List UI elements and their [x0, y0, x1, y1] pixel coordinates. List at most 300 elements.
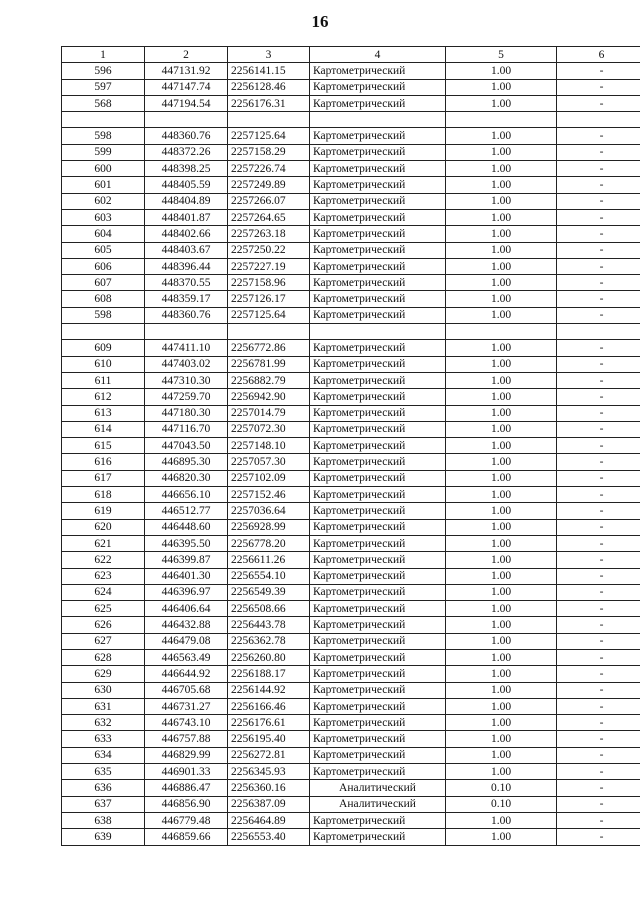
accuracy-cell: 1.00 — [446, 829, 557, 845]
point-number-cell: 613 — [62, 405, 145, 421]
accuracy-cell: 1.00 — [446, 144, 557, 160]
accuracy-cell: 1.00 — [446, 356, 557, 372]
y-coordinate-cell: 2257158.96 — [228, 275, 310, 291]
point-number-cell: 630 — [62, 682, 145, 698]
x-coordinate-cell: 448404.89 — [145, 193, 228, 209]
y-coordinate-cell: 2256166.46 — [228, 698, 310, 714]
point-number-cell: 629 — [62, 666, 145, 682]
y-coordinate-cell: 2257125.64 — [228, 307, 310, 323]
y-coordinate-cell: 2257152.46 — [228, 487, 310, 503]
method-cell: Картометрический — [310, 812, 446, 828]
x-coordinate-cell: 446656.10 — [145, 487, 228, 503]
point-number-cell: 609 — [62, 340, 145, 356]
x-coordinate-cell: 446859.66 — [145, 829, 228, 845]
x-coordinate-cell: 446401.30 — [145, 568, 228, 584]
point-number-cell: 598 — [62, 307, 145, 323]
accuracy-cell: 1.00 — [446, 340, 557, 356]
method-cell: Картометрический — [310, 552, 446, 568]
x-coordinate-cell: 448360.76 — [145, 307, 228, 323]
method-cell: Картометрический — [310, 568, 446, 584]
table-row — [62, 372, 640, 388]
table-row — [62, 666, 640, 682]
point-number-cell: 604 — [62, 226, 145, 242]
method-cell: Картометрический — [310, 666, 446, 682]
x-coordinate-cell: 446829.99 — [145, 747, 228, 763]
method-cell: Картометрический — [310, 421, 446, 437]
note-cell: - — [557, 372, 640, 388]
x-coordinate-cell: 447116.70 — [145, 421, 228, 437]
point-number-cell: 598 — [62, 128, 145, 144]
accuracy-cell: 1.00 — [446, 209, 557, 225]
table-row — [62, 535, 640, 551]
accuracy-cell: 1.00 — [446, 405, 557, 421]
table-row — [62, 519, 640, 535]
x-coordinate-cell: 447194.54 — [145, 95, 228, 111]
table-row — [62, 568, 640, 584]
x-coordinate-cell: 446399.87 — [145, 552, 228, 568]
note-cell: - — [557, 242, 640, 258]
accuracy-cell: 0.10 — [446, 796, 557, 812]
y-coordinate-cell: 2256176.31 — [228, 95, 310, 111]
point-number-cell: 634 — [62, 747, 145, 763]
accuracy-cell: 1.00 — [446, 128, 557, 144]
note-cell: - — [557, 209, 640, 225]
y-coordinate-cell: 2257264.65 — [228, 209, 310, 225]
separator-row — [62, 112, 640, 128]
accuracy-cell: 1.00 — [446, 731, 557, 747]
note-cell: - — [557, 535, 640, 551]
method-cell: Картометрический — [310, 829, 446, 845]
method-cell: Картометрический — [310, 698, 446, 714]
x-coordinate-cell: 446820.30 — [145, 470, 228, 486]
x-coordinate-cell: 446644.92 — [145, 666, 228, 682]
note-cell: - — [557, 503, 640, 519]
table-row — [62, 715, 640, 731]
x-coordinate-cell: 448405.59 — [145, 177, 228, 193]
y-coordinate-cell: 2257102.09 — [228, 470, 310, 486]
table-row — [62, 552, 640, 568]
table-row — [62, 454, 640, 470]
note-cell: - — [557, 764, 640, 780]
accuracy-cell: 1.00 — [446, 438, 557, 454]
point-number-cell: 615 — [62, 438, 145, 454]
table-row — [62, 780, 640, 796]
accuracy-cell: 1.00 — [446, 291, 557, 307]
accuracy-cell: 1.00 — [446, 764, 557, 780]
point-number-cell: 619 — [62, 503, 145, 519]
accuracy-cell: 1.00 — [446, 535, 557, 551]
method-cell: Картометрический — [310, 731, 446, 747]
accuracy-cell: 1.00 — [446, 79, 557, 95]
x-coordinate-cell: 448372.26 — [145, 144, 228, 160]
table-row — [62, 731, 640, 747]
table-row — [62, 682, 640, 698]
table-row — [62, 747, 640, 763]
note-cell: - — [557, 747, 640, 763]
accuracy-cell: 1.00 — [446, 226, 557, 242]
y-coordinate-cell: 2257158.29 — [228, 144, 310, 160]
x-coordinate-cell: 447259.70 — [145, 389, 228, 405]
table-row — [62, 258, 640, 274]
table-row — [62, 503, 640, 519]
accuracy-cell — [446, 324, 557, 340]
note-cell: - — [557, 666, 640, 682]
point-number-cell: 612 — [62, 389, 145, 405]
accuracy-cell: 1.00 — [446, 95, 557, 111]
y-coordinate-cell: 2257148.10 — [228, 438, 310, 454]
accuracy-cell: 1.00 — [446, 715, 557, 731]
accuracy-cell: 1.00 — [446, 633, 557, 649]
table-row — [62, 340, 640, 356]
table-row — [62, 389, 640, 405]
method-cell: Картометрический — [310, 584, 446, 600]
method-cell: Картометрический — [310, 291, 446, 307]
y-coordinate-cell: 2256549.39 — [228, 584, 310, 600]
method-cell: Картометрический — [310, 372, 446, 388]
note-cell: - — [557, 291, 640, 307]
y-coordinate-cell: 2257266.07 — [228, 193, 310, 209]
point-number-cell: 638 — [62, 812, 145, 828]
table-row — [62, 470, 640, 486]
y-coordinate-cell — [228, 324, 310, 340]
x-coordinate-cell — [145, 324, 228, 340]
accuracy-cell: 1.00 — [446, 487, 557, 503]
point-number-cell: 635 — [62, 764, 145, 780]
accuracy-cell: 1.00 — [446, 666, 557, 682]
method-cell: Картометрический — [310, 307, 446, 323]
table-row — [62, 617, 640, 633]
y-coordinate-cell: 2256778.20 — [228, 535, 310, 551]
accuracy-cell: 1.00 — [446, 698, 557, 714]
x-coordinate-cell: 448396.44 — [145, 258, 228, 274]
x-coordinate-cell: 446743.10 — [145, 715, 228, 731]
point-number-cell: 596 — [62, 63, 145, 79]
accuracy-cell: 1.00 — [446, 258, 557, 274]
note-cell: - — [557, 79, 640, 95]
table-row — [62, 242, 640, 258]
method-cell: Картометрический — [310, 617, 446, 633]
point-number-cell: 620 — [62, 519, 145, 535]
x-coordinate-cell: 447403.02 — [145, 356, 228, 372]
point-number-cell: 625 — [62, 601, 145, 617]
y-coordinate-cell: 2257036.64 — [228, 503, 310, 519]
method-cell: Картометрический — [310, 226, 446, 242]
table-row — [62, 438, 640, 454]
x-coordinate-cell: 448402.66 — [145, 226, 228, 242]
point-number-cell: 631 — [62, 698, 145, 714]
table-header-row — [62, 47, 640, 63]
method-cell: Аналитический — [310, 796, 446, 812]
y-coordinate-cell: 2256128.46 — [228, 79, 310, 95]
point-number-cell: 607 — [62, 275, 145, 291]
method-cell: Картометрический — [310, 405, 446, 421]
column-header-3: 3 — [228, 47, 310, 63]
method-cell: Картометрический — [310, 95, 446, 111]
table-row — [62, 193, 640, 209]
x-coordinate-cell: 448401.87 — [145, 209, 228, 225]
point-number-cell: 608 — [62, 291, 145, 307]
table-row — [62, 79, 640, 95]
table-row — [62, 584, 640, 600]
y-coordinate-cell: 2256188.17 — [228, 666, 310, 682]
point-number-cell: 637 — [62, 796, 145, 812]
table-row — [62, 209, 640, 225]
accuracy-cell: 1.00 — [446, 177, 557, 193]
method-cell: Картометрический — [310, 209, 446, 225]
y-coordinate-cell: 2256554.10 — [228, 568, 310, 584]
table-row — [62, 144, 640, 160]
note-cell: - — [557, 454, 640, 470]
x-coordinate-cell: 446705.68 — [145, 682, 228, 698]
x-coordinate-cell: 446432.88 — [145, 617, 228, 633]
accuracy-cell: 1.00 — [446, 193, 557, 209]
note-cell: - — [557, 649, 640, 665]
method-cell: Картометрический — [310, 275, 446, 291]
point-number-cell: 603 — [62, 209, 145, 225]
note-cell: - — [557, 421, 640, 437]
accuracy-cell: 1.00 — [446, 584, 557, 600]
method-cell: Картометрический — [310, 633, 446, 649]
table-row — [62, 796, 640, 812]
accuracy-cell: 1.00 — [446, 682, 557, 698]
table-row — [62, 128, 640, 144]
note-cell: - — [557, 161, 640, 177]
note-cell: - — [557, 698, 640, 714]
x-coordinate-cell: 446479.08 — [145, 633, 228, 649]
x-coordinate-cell — [145, 112, 228, 128]
table-row — [62, 633, 640, 649]
x-coordinate-cell: 448403.67 — [145, 242, 228, 258]
table-row — [62, 764, 640, 780]
accuracy-cell: 1.00 — [446, 649, 557, 665]
y-coordinate-cell: 2257014.79 — [228, 405, 310, 421]
x-coordinate-cell: 446901.33 — [145, 764, 228, 780]
y-coordinate-cell: 2256772.86 — [228, 340, 310, 356]
point-number-cell: 614 — [62, 421, 145, 437]
table-row — [62, 275, 640, 291]
note-cell: - — [557, 568, 640, 584]
accuracy-cell: 1.00 — [446, 307, 557, 323]
point-number-cell: 600 — [62, 161, 145, 177]
method-cell: Картометрический — [310, 747, 446, 763]
y-coordinate-cell: 2256553.40 — [228, 829, 310, 845]
accuracy-cell: 1.00 — [446, 275, 557, 291]
accuracy-cell: 1.00 — [446, 389, 557, 405]
table-row — [62, 487, 640, 503]
y-coordinate-cell: 2257057.30 — [228, 454, 310, 470]
accuracy-cell: 1.00 — [446, 812, 557, 828]
x-coordinate-cell: 446512.77 — [145, 503, 228, 519]
method-cell: Картометрический — [310, 63, 446, 79]
accuracy-cell: 1.00 — [446, 421, 557, 437]
accuracy-cell: 1.00 — [446, 161, 557, 177]
method-cell: Картометрический — [310, 519, 446, 535]
y-coordinate-cell: 2256508.66 — [228, 601, 310, 617]
accuracy-cell: 1.00 — [446, 552, 557, 568]
y-coordinate-cell: 2256195.40 — [228, 731, 310, 747]
table-row — [62, 421, 640, 437]
method-cell: Картометрический — [310, 177, 446, 193]
table-body — [62, 63, 640, 845]
y-coordinate-cell: 2256928.99 — [228, 519, 310, 535]
method-cell: Картометрический — [310, 193, 446, 209]
y-coordinate-cell: 2256387.09 — [228, 796, 310, 812]
method-cell: Картометрический — [310, 258, 446, 274]
y-coordinate-cell: 2256781.99 — [228, 356, 310, 372]
note-cell: - — [557, 617, 640, 633]
table-row — [62, 829, 640, 845]
point-number-cell: 623 — [62, 568, 145, 584]
note-cell: - — [557, 438, 640, 454]
point-number-cell: 628 — [62, 649, 145, 665]
y-coordinate-cell: 2257072.30 — [228, 421, 310, 437]
coordinates-table — [61, 46, 640, 846]
y-coordinate-cell: 2257227.19 — [228, 258, 310, 274]
point-number-cell: 626 — [62, 617, 145, 633]
note-cell: - — [557, 275, 640, 291]
point-number-cell: 622 — [62, 552, 145, 568]
accuracy-cell: 1.00 — [446, 617, 557, 633]
point-number-cell: 621 — [62, 535, 145, 551]
note-cell: - — [557, 226, 640, 242]
accuracy-cell: 1.00 — [446, 519, 557, 535]
point-number-cell: 602 — [62, 193, 145, 209]
note-cell: - — [557, 552, 640, 568]
accuracy-cell — [446, 112, 557, 128]
y-coordinate-cell: 2256882.79 — [228, 372, 310, 388]
x-coordinate-cell: 446406.64 — [145, 601, 228, 617]
y-coordinate-cell: 2256360.16 — [228, 780, 310, 796]
point-number-cell: 616 — [62, 454, 145, 470]
note-cell: - — [557, 258, 640, 274]
x-coordinate-cell: 447180.30 — [145, 405, 228, 421]
method-cell — [310, 324, 446, 340]
y-coordinate-cell: 2256942.90 — [228, 389, 310, 405]
point-number-cell: 568 — [62, 95, 145, 111]
table-row — [62, 161, 640, 177]
point-number-cell: 639 — [62, 829, 145, 845]
method-cell: Картометрический — [310, 715, 446, 731]
note-cell: - — [557, 470, 640, 486]
accuracy-cell: 1.00 — [446, 242, 557, 258]
method-cell: Картометрический — [310, 601, 446, 617]
point-number-cell: 610 — [62, 356, 145, 372]
x-coordinate-cell: 446895.30 — [145, 454, 228, 470]
x-coordinate-cell: 446856.90 — [145, 796, 228, 812]
note-cell: - — [557, 405, 640, 421]
note-cell: - — [557, 144, 640, 160]
note-cell: - — [557, 682, 640, 698]
method-cell: Картометрический — [310, 454, 446, 470]
method-cell: Картометрический — [310, 764, 446, 780]
x-coordinate-cell: 448370.55 — [145, 275, 228, 291]
y-coordinate-cell: 2256611.26 — [228, 552, 310, 568]
table-row — [62, 63, 640, 79]
y-coordinate-cell: 2256144.92 — [228, 682, 310, 698]
x-coordinate-cell: 446395.50 — [145, 535, 228, 551]
note-cell: - — [557, 193, 640, 209]
point-number-cell — [62, 324, 145, 340]
x-coordinate-cell: 448398.25 — [145, 161, 228, 177]
y-coordinate-cell: 2256362.78 — [228, 633, 310, 649]
y-coordinate-cell: 2257226.74 — [228, 161, 310, 177]
x-coordinate-cell: 447147.74 — [145, 79, 228, 95]
table-row — [62, 307, 640, 323]
point-number-cell: 632 — [62, 715, 145, 731]
y-coordinate-cell: 2256272.81 — [228, 747, 310, 763]
accuracy-cell: 1.00 — [446, 372, 557, 388]
point-number-cell: 611 — [62, 372, 145, 388]
x-coordinate-cell: 448360.76 — [145, 128, 228, 144]
table-row — [62, 601, 640, 617]
x-coordinate-cell: 447310.30 — [145, 372, 228, 388]
x-coordinate-cell: 446886.47 — [145, 780, 228, 796]
note-cell: - — [557, 796, 640, 812]
method-cell: Картометрический — [310, 503, 446, 519]
point-number-cell: 627 — [62, 633, 145, 649]
method-cell: Картометрический — [310, 682, 446, 698]
accuracy-cell: 1.00 — [446, 601, 557, 617]
x-coordinate-cell: 446731.27 — [145, 698, 228, 714]
y-coordinate-cell: 2256176.61 — [228, 715, 310, 731]
method-cell: Картометрический — [310, 649, 446, 665]
note-cell: - — [557, 601, 640, 617]
note-cell: - — [557, 389, 640, 405]
column-header-2: 2 — [145, 47, 228, 63]
point-number-cell: 599 — [62, 144, 145, 160]
separator-row — [62, 324, 640, 340]
column-header-4: 4 — [310, 47, 446, 63]
x-coordinate-cell: 448359.17 — [145, 291, 228, 307]
note-cell: - — [557, 177, 640, 193]
table-row — [62, 356, 640, 372]
method-cell: Картометрический — [310, 340, 446, 356]
table-row — [62, 649, 640, 665]
method-cell — [310, 112, 446, 128]
column-header-5: 5 — [446, 47, 557, 63]
y-coordinate-cell: 2257126.17 — [228, 291, 310, 307]
x-coordinate-cell: 446396.97 — [145, 584, 228, 600]
note-cell: - — [557, 95, 640, 111]
note-cell: - — [557, 307, 640, 323]
table-row — [62, 95, 640, 111]
note-cell: - — [557, 128, 640, 144]
column-header-1: 1 — [62, 47, 145, 63]
note-cell: - — [557, 487, 640, 503]
accuracy-cell: 1.00 — [446, 503, 557, 519]
note-cell — [557, 112, 640, 128]
method-cell: Картометрический — [310, 128, 446, 144]
y-coordinate-cell — [228, 112, 310, 128]
note-cell: - — [557, 731, 640, 747]
point-number-cell: 601 — [62, 177, 145, 193]
method-cell: Картометрический — [310, 242, 446, 258]
note-cell: - — [557, 356, 640, 372]
y-coordinate-cell: 2256443.78 — [228, 617, 310, 633]
method-cell: Картометрический — [310, 161, 446, 177]
point-number-cell: 597 — [62, 79, 145, 95]
y-coordinate-cell: 2257249.89 — [228, 177, 310, 193]
table-row — [62, 405, 640, 421]
x-coordinate-cell: 447131.92 — [145, 63, 228, 79]
table-row — [62, 291, 640, 307]
accuracy-cell: 1.00 — [446, 63, 557, 79]
x-coordinate-cell: 447411.10 — [145, 340, 228, 356]
point-number-cell: 618 — [62, 487, 145, 503]
y-coordinate-cell: 2256260.80 — [228, 649, 310, 665]
note-cell: - — [557, 340, 640, 356]
y-coordinate-cell: 2257263.18 — [228, 226, 310, 242]
